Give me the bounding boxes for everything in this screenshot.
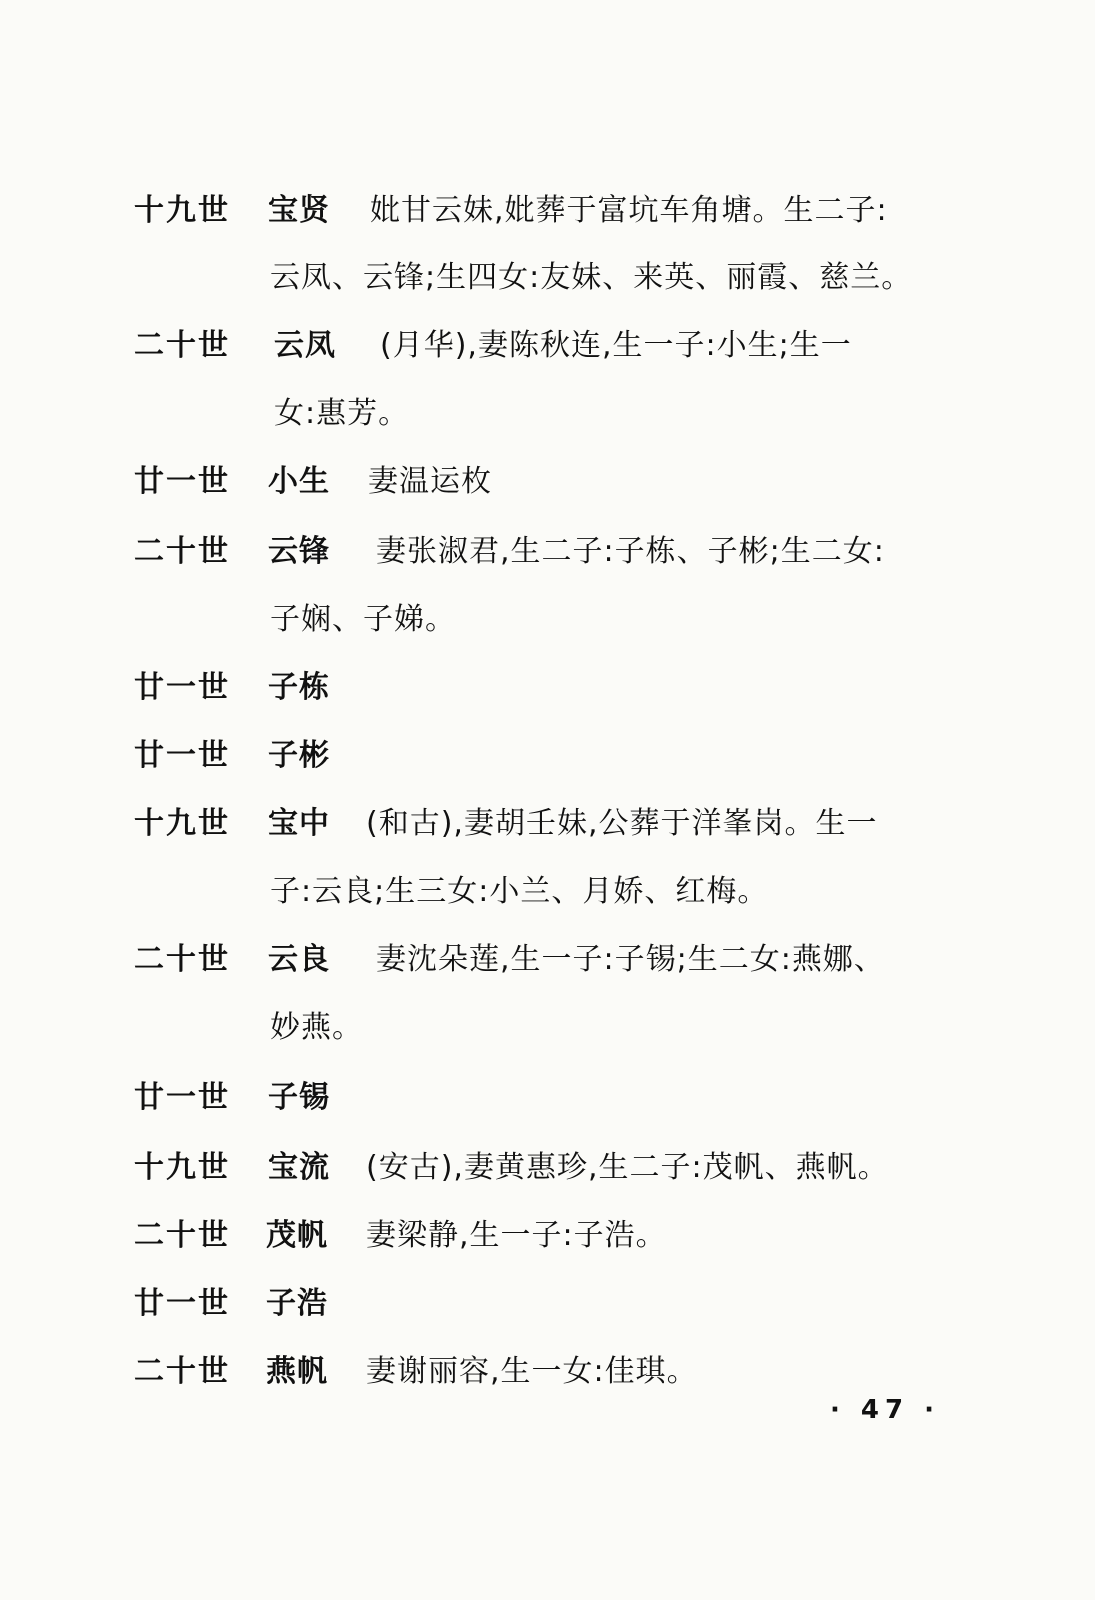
person-name: 小生 [268, 464, 330, 499]
entry-description: (和古),妻胡壬妹,公葬于洋峯岗。生一 [366, 806, 878, 841]
entry-continuation: 云凤、云锋;生四女:友妹、来英、丽霞、慈兰。 [270, 260, 913, 295]
person-name: 子锡 [268, 1080, 330, 1115]
person-name: 宝流 [268, 1150, 330, 1185]
generation-label: 二十世 [134, 1218, 230, 1253]
entry-description: (安古),妻黄惠珍,生二子:茂帆、燕帆。 [366, 1150, 889, 1185]
person-name: 燕帆 [266, 1354, 328, 1389]
person-name: 云良 [268, 942, 330, 977]
person-name: 宝中 [268, 806, 330, 841]
generation-label: 廿一世 [134, 670, 230, 705]
person-name: 子彬 [268, 738, 330, 773]
generation-label: 二十世 [134, 534, 230, 569]
entry-description: 妻温运枚 [368, 464, 492, 499]
generation-label: 二十世 [134, 328, 230, 363]
generation-label: 廿一世 [134, 464, 230, 499]
person-name: 云凤 [274, 328, 336, 363]
generation-label: 十九世 [134, 1150, 230, 1185]
generation-label: 二十世 [134, 942, 230, 977]
generation-label: 廿一世 [134, 1080, 230, 1115]
entry-continuation: 女:惠芳。 [274, 396, 410, 431]
entry-continuation: 子:云良;生三女:小兰、月娇、红梅。 [270, 874, 769, 909]
person-name: 云锋 [268, 534, 330, 569]
entry-continuation: 妙燕。 [270, 1010, 363, 1045]
person-name: 子浩 [266, 1286, 328, 1321]
generation-label: 十九世 [134, 806, 230, 841]
generation-label: 二十世 [134, 1354, 230, 1389]
page-number: · 47 · [830, 1395, 941, 1425]
entry-description: 妣甘云妹,妣葬于富坑车角塘。生二子: [370, 193, 888, 228]
person-name: 茂帆 [266, 1218, 328, 1253]
entry-continuation: 子娴、子娣。 [270, 602, 456, 637]
person-name: 子栋 [268, 670, 330, 705]
entry-description: (月华),妻陈秋连,生一子:小生;生一 [380, 328, 852, 363]
entry-description: 妻谢丽容,生一女:佳琪。 [366, 1354, 698, 1389]
entry-description: 妻沈朵莲,生一子:子锡;生二女:燕娜、 [376, 942, 885, 977]
entry-description: 妻张淑君,生二子:子栋、子彬;生二女: [376, 534, 885, 569]
generation-label: 廿一世 [134, 1286, 230, 1321]
generation-label: 十九世 [134, 193, 230, 228]
person-name: 宝贤 [268, 193, 330, 228]
generation-label: 廿一世 [134, 738, 230, 773]
entry-description: 妻梁静,生一子:子浩。 [366, 1218, 667, 1253]
